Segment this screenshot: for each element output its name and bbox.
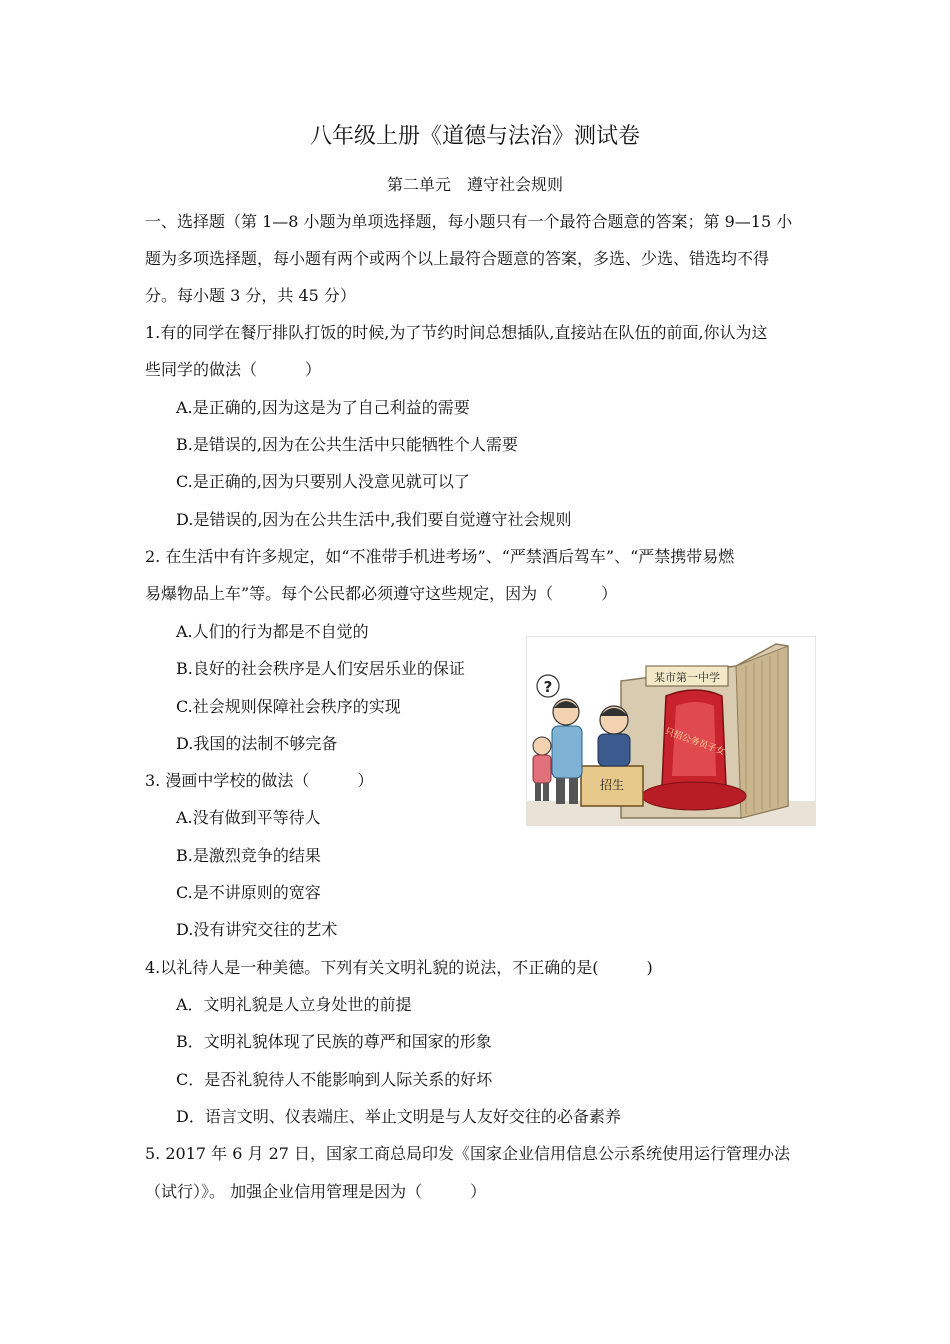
- cartoon-illustration: [526, 636, 816, 826]
- answer-option: D.我国的法制不够完备: [176, 734, 338, 753]
- question-stem: 些同学的做法（ ）: [145, 360, 322, 379]
- answer-option: B.是激烈竞争的结果: [176, 846, 321, 865]
- answer-option: C.社会规则保障社会秩序的实现: [176, 697, 401, 716]
- answer-option: D．语言文明、仪表端庄、举止文明是与人友好交往的必备素养: [176, 1107, 621, 1126]
- seal-text: 只招公务员子女: [663, 726, 727, 758]
- page-subtitle: 第二单元 遵守社会规则: [386, 175, 563, 194]
- answer-option: B.是错误的,因为在公共生活中只能牺牲个人需要: [176, 435, 518, 454]
- section-instruction-line: 一、选择题（第 1—8 小题为单项选择题，每小题只有一个最符合题意的答案；第 9—15 小: [145, 212, 793, 231]
- question-stem: 易爆物品上车”等。每个公民都必须遵守这些规定，因为（ ）: [145, 584, 618, 603]
- question-stem: 3. 漫画中学校的做法（ ）: [145, 771, 374, 790]
- question-stem: 1.有的同学在餐厅排队打饭的时候,为了节约时间总想插队,直接站在队伍的前面,你认为这: [145, 323, 768, 342]
- section-instruction-line: 题为多项选择题，每小题有两个或两个以上最符合题意的答案，多选、少选、错选均不得: [145, 249, 770, 268]
- answer-option: A.人们的行为都是不自觉的: [176, 622, 369, 641]
- answer-option: C.是不讲原则的宽容: [176, 883, 321, 902]
- question-stem: 5. 2017 年 6 月 27 日，国家工商总局印发《国家企业信用信息公示系统使用运行管理办法: [145, 1144, 791, 1163]
- answer-option: C．是否礼貌待人不能影响到人际关系的好坏: [176, 1070, 493, 1089]
- answer-option: A.没有做到平等待人: [176, 808, 321, 827]
- building-sign-text: 某市第一中学: [654, 671, 720, 684]
- answer-option: B.良好的社会秩序是人们安居乐业的保证: [176, 659, 465, 678]
- question-stem: 4.以礼待人是一种美德。下列有关文明礼貌的说法，不正确的是( ): [145, 958, 653, 977]
- answer-option: D.是错误的,因为在公共生活中,我们要自觉遵守社会规则: [176, 510, 572, 529]
- answer-option: B．文明礼貌体现了民族的尊严和国家的形象: [176, 1032, 492, 1051]
- answer-option: A．文明礼貌是人立身处世的前提: [176, 995, 412, 1014]
- answer-option: D.没有讲究交往的艺术: [176, 920, 338, 939]
- answer-option: A.是正确的,因为这是为了自己利益的需要: [176, 398, 470, 417]
- section-instruction-line: 分。每小题 3 分，共 45 分）: [145, 286, 356, 305]
- question-stem: 2. 在生活中有许多规定，如“不准带手机进考场”、“严禁酒后驾车”、“严禁携带易燃: [145, 547, 735, 566]
- desk-sign-text: 招生: [600, 778, 625, 792]
- question-mark-text: ?: [543, 678, 553, 696]
- question-stem: （试行）》。 加强企业信用管理是因为（ ）: [145, 1182, 487, 1201]
- page-title: 八年级上册《道德与法治》测试卷: [309, 124, 640, 149]
- answer-option: C.是正确的,因为只要别人没意见就可以了: [176, 472, 470, 491]
